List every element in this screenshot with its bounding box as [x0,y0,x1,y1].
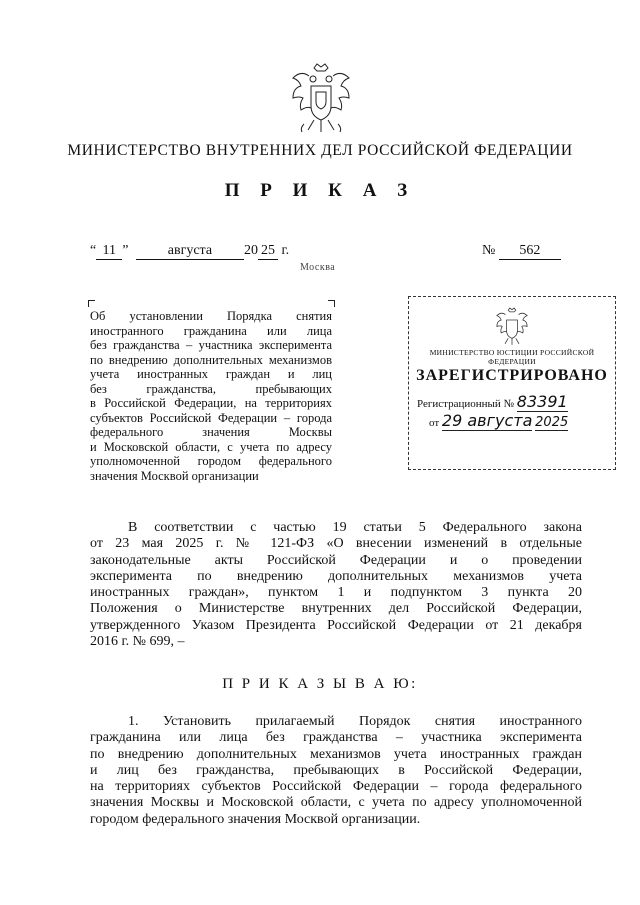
stamp-date [429,411,568,430]
subject-line: в Российской Федерации, на территориях [90,396,332,410]
subject-line: без гражданства – участника эксперимента [90,338,332,352]
stamp-date-year: 2025 [535,415,569,430]
stamp-ministry: МИНИСТЕРСТВО ЮСТИЦИИ РОССИЙСКОЙ ФЕДЕРАЦИИ [429,348,595,366]
subject-line: учета иностранных граждан и лиц [90,367,332,381]
date-close-quote: ” [122,243,129,258]
stamp-date-prefix: от [429,417,440,429]
preamble-line: Положения о Министерстве внутренних дел Российской Федерации, [90,601,582,617]
date-year-prefix: 20 [243,243,258,258]
subject-bracket-left [88,300,95,307]
preamble-line: В соответствии с частью 19 статьи 5 Федерального закона [128,520,582,535]
preamble [90,520,582,650]
subject-line: субъектов Российской Федерации – города [90,410,332,425]
stamp-regno-value: 83391 [516,392,568,411]
item-line: значения Москвы и Московской области, с учета по адресу уполномоченной [90,795,582,811]
item-line: гражданина или лица без гражданства – участника эксперимента [90,730,582,746]
date-day: 11 [96,243,122,260]
item-line: по внедрению дополнительных механизмов учета иностранных граждан [90,746,582,762]
order-title: П Р И К А З [224,180,416,201]
preamble-line: эксперимента по внедрению дополнительных механизмов учета [90,568,582,584]
ministry-title: МИНИСТЕРСТВО ВНУТРЕННИХ ДЕЛ РОССИЙСКОЙ ФЕДЕРАЦИИ [67,142,573,159]
number-sign: № [482,243,496,258]
registration-stamp [408,296,616,470]
city-label: Москва [300,262,336,273]
subject-line: Об установлении Порядка снятия [90,309,332,323]
subject-bracket-right [328,300,335,307]
date-month: августа [136,243,244,260]
stamp-registered: ЗАРЕГИСТРИРОВАНО [416,367,608,384]
subject-line: и Московской области, с учета по адресу [90,439,332,454]
stamp-emblem-icon [494,307,530,347]
number-value: 562 [499,243,561,260]
item-line: 1. Установить прилагаемый Порядок снятия иностранного [128,714,582,729]
subject-line: без гражданства, пребывающих [90,381,332,396]
preamble-line: иностранных граждан», пунктом 1 и подпунктом 3 пункта 20 [90,585,582,601]
date-year-suffix: 25 [258,243,278,260]
preamble-line: от 23 мая 2025 г. № 121-ФЗ «О внесении изменений в отдельные [90,536,582,552]
order-date [90,243,289,260]
order-item-1 [90,714,582,828]
preamble-line: 2016 г. № 699, – [90,634,185,650]
stamp-date-value: 29 августа [441,411,533,430]
subject-line: значения Москвой организации [90,468,259,483]
date-year-abbr: г. [281,243,290,258]
subject-line: уполномоченной городом федерального [90,454,332,468]
subject-line: иностранного гражданина или лица [90,323,332,338]
item-line: на территориях субъектов Российской Федерации – города федерального [90,779,582,795]
stamp-regno-label: Регистрационный № [417,398,515,410]
preamble-line: утвержденного Указом Президента Российской Федерации от 21 декабря [90,617,582,633]
date-open-quote: “ [90,243,97,258]
state-emblem-icon [290,62,352,136]
stamp-registration-number [417,392,568,411]
order-number [482,243,561,260]
preamble-line: законодательные акты Российской Федерации и о проведении [90,552,582,568]
order-word: П Р И К А З Ы В А Ю: [222,676,418,692]
order-subject [90,309,332,483]
subject-line: федерального значения Москвы [90,425,332,439]
subject-line: по внедрению дополнительных механизмов [90,352,332,367]
item-line: городом федерального значения Москвой организации. [90,811,421,827]
item-line: и лиц без гражданства, пребывающих в Российской Федерации, [90,762,582,778]
